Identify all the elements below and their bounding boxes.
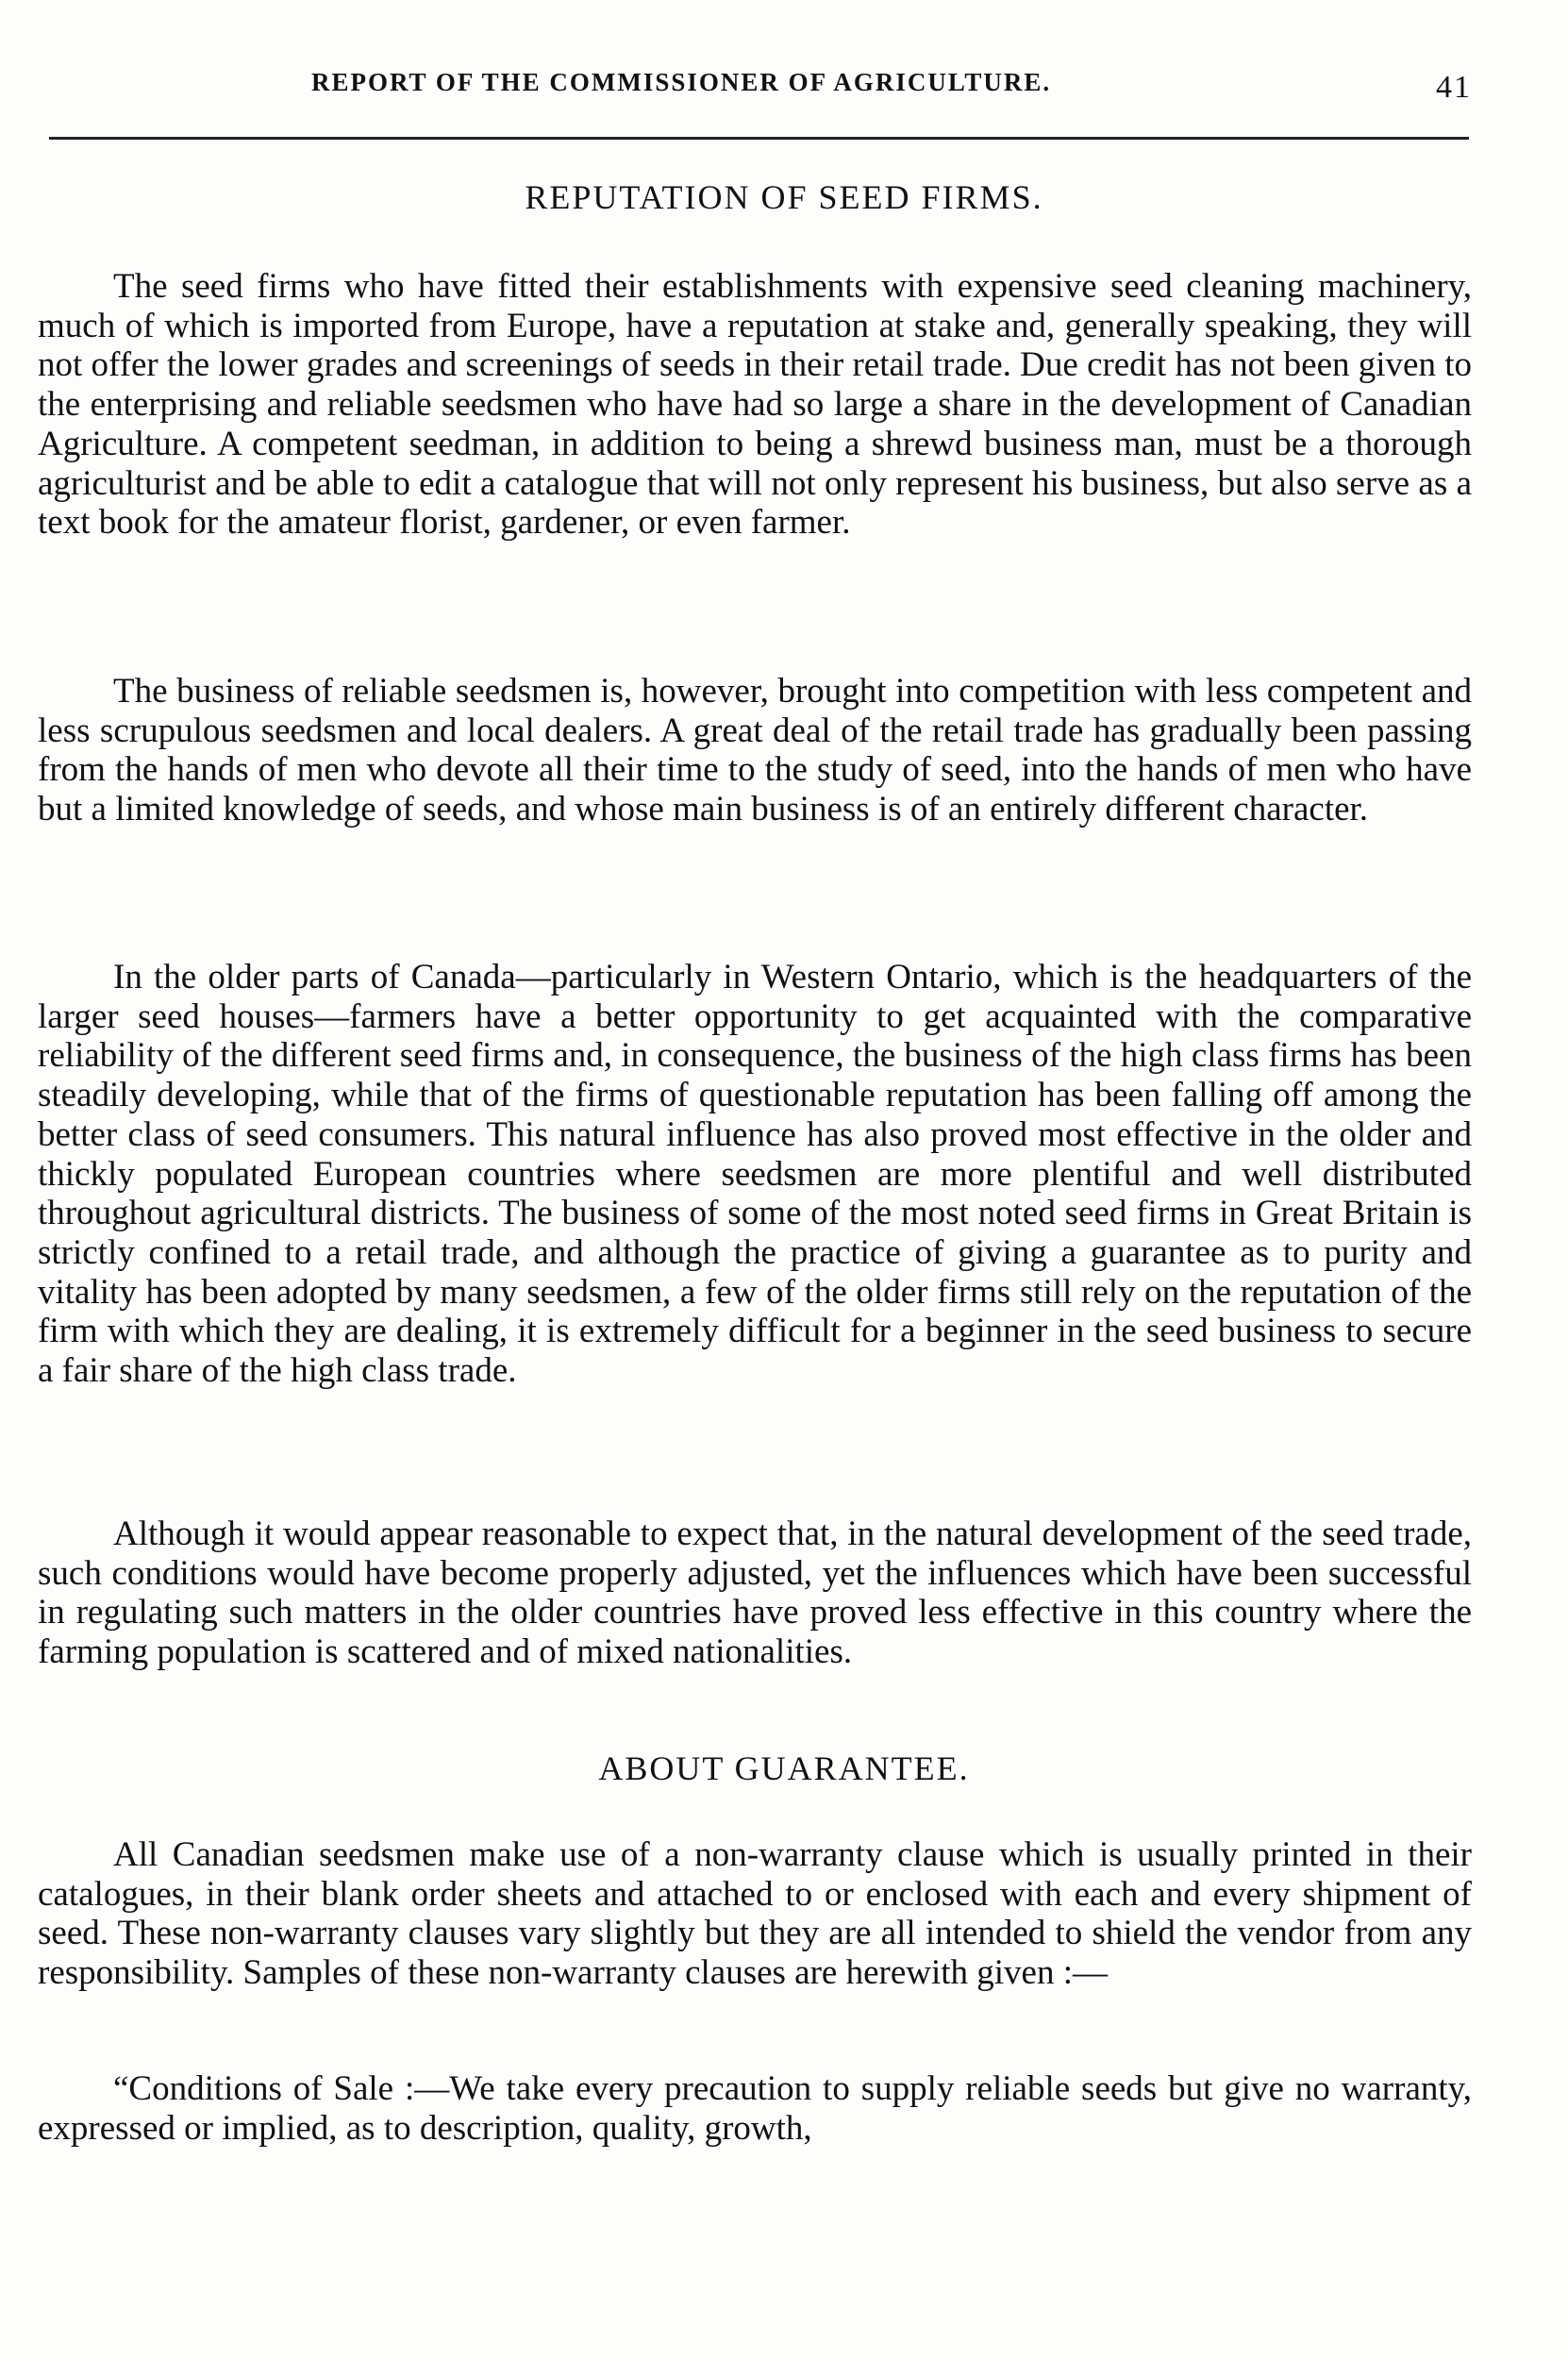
paragraph: Although it would appear reasonable to expect that, in the natural development of the seed trade, such conditions would have become properly adjusted, yet the influences which have been successful in regulating such matters in the older countries have proved less effective in this country where the farming population is scattered and of mixed nationalities.	[38, 1515, 1472, 1672]
paragraph: All Canadian seedsmen make use of a non-warranty clause which is usually printed in their catalogues, in their blank order sheets and attached to or enclosed with each and every shipment of seed. These non-warranty clauses vary slightly but they are all intended to shield the vendor from any responsibility. Samples of these non-warranty clauses are herewith given :—	[38, 1835, 1472, 1993]
page-number: 41	[1436, 70, 1472, 105]
paragraph: “Conditions of Sale :—We take every precaution to supply reliable seeds but give no warranty, expressed or implied, as to description, quality, growth,	[38, 2069, 1472, 2148]
section-heading-reputation: REPUTATION OF SEED FIRMS.	[525, 178, 1043, 216]
section-heading-guarantee: ABOUT GUARANTEE.	[598, 1749, 970, 1787]
paragraph: The seed firms who have fitted their establishments with expensive seed cleaning machinery, much of which is imported from Europe, have a reputation at stake and, generally speaking, they will not offer the lower grades and screenings of seeds in their retail trade. Due credit has not been given to the enterprising and reliable seedsmen who have had so large a share in the development of Canadian Agriculture. A competent seedman, in addition to being a shrewd business man, must be a thorough agriculturist and be able to edit a catalogue that will not only represent his business, but also serve as a text book for the amateur florist, gardener, or even farmer.	[38, 267, 1472, 543]
running-head: REPORT OF THE COMMISSIONER OF AGRICULTURE.	[311, 68, 1052, 96]
header-rule	[49, 137, 1469, 140]
paragraph: In the older parts of Canada—particularly in Western Ontario, which is the headquarters of the larger seed houses—farmers have a better opportunity to get acquainted with the comparative reliability of the different seed firms and, in consequence, the business of the high class firms has been steadily developing, while that of the firms of questionable reputation has been falling off among the better class of seed consumers. This natural influence has also proved most effective in the older and thickly populated European countries where seedsmen are more plentiful and well distributed throughout agricultural districts. The business of some of the most noted seed firms in Great Britain is strictly confined to a retail trade, and although the practice of giving a guarantee as to purity and vitality has been adopted by many seedsmen, a few of the older firms still rely on the reputation of the firm with which they are dealing, it is extremely difficult for a beginner in the seed business to secure a fair share of the high class trade.	[38, 958, 1472, 1391]
paragraph: The business of reliable seedsmen is, however, brought into competition with less competent and less scrupulous seedsmen and local dealers. A great deal of the retail trade has gradually been passing from the hands of men who devote all their time to the study of seed, into the hands of men who have but a limited knowledge of seeds, and whose main business is of an entirely different character.	[38, 672, 1472, 829]
